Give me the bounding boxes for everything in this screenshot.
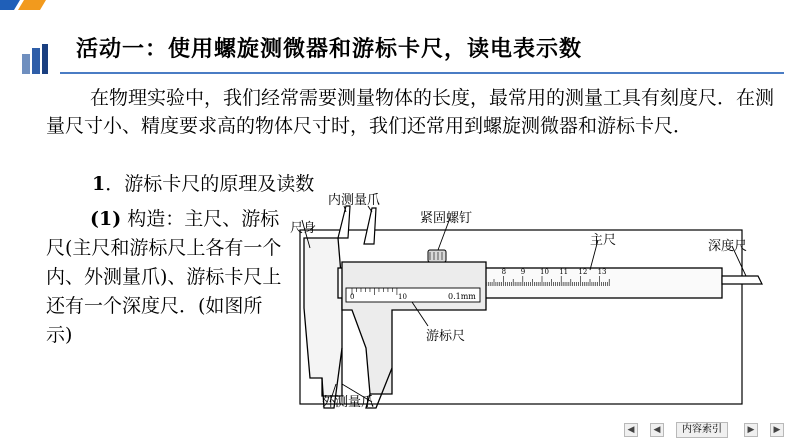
page-title: 活动一：使用螺旋测微器和游标卡尺，读电表示数 (76, 37, 583, 62)
nav-last-button[interactable]: ▶ (770, 423, 784, 437)
main-scale-number: 9 (520, 268, 526, 276)
intro-paragraph: 在物理实验中，我们经常需要测量物体的长度，最常用的测量工具有刻度尺．在测量尺寸小、精度要求高的物体尺寸时，我们还常用到螺旋测微器和游标卡尺． (46, 87, 775, 137)
structure-paragraph (46, 205, 282, 350)
ruler-body (304, 238, 342, 396)
label-ruler-body: 尺身 (290, 221, 317, 236)
label-lock-screw: 紧固螺钉 (420, 211, 473, 226)
vernier-caliper-diagram (280, 188, 784, 412)
label-main-scale: 主尺 (590, 233, 617, 248)
slide-navigation (620, 420, 790, 440)
vernier-tick-0: 0 (350, 293, 355, 301)
title-underline (60, 72, 784, 74)
label-depth-gauge: 深度尺 (708, 239, 748, 254)
title-bar (14, 30, 784, 74)
title-marker-icon (22, 44, 62, 74)
nav-prev-button[interactable]: ◀ (650, 423, 664, 437)
inner-jaw-sliding (364, 208, 376, 244)
vernier-slider (342, 262, 486, 394)
structure-text: 构造：主尺、游标尺(主尺和游标尺上各有一个内、外测量爪)、游标卡尺上还有一个深度尺．(如图所示) (46, 208, 282, 346)
lock-screw-head (428, 250, 446, 262)
depth-gauge-rod (722, 276, 762, 284)
label-vernier-scale: 游标尺 (426, 329, 466, 344)
nav-next-button[interactable]: ▶ (744, 423, 758, 437)
vernier-tick-10: 10 (398, 293, 407, 301)
label-outer-jaw: 外测量爪 (322, 395, 375, 410)
content-index-button[interactable]: 内容索引 (676, 422, 728, 438)
label-precision: 0.1mm (448, 292, 476, 301)
main-scale-number: 13 (597, 268, 607, 276)
structure-label: (1) (90, 208, 122, 230)
nav-first-button[interactable]: ◀ (624, 423, 638, 437)
main-scale-number: 8 (501, 268, 507, 276)
label-inner-jaw: 内测量爪 (328, 193, 381, 208)
main-scale-number: 12 (578, 268, 588, 276)
main-scale-number: 10 (540, 268, 549, 276)
inner-jaw-fixed (338, 206, 350, 238)
section-number: 1 (92, 173, 106, 195)
main-scale-number: 11 (559, 268, 569, 276)
corner-ornament (0, 0, 48, 14)
section-heading-text: ．游标卡尺的原理及读数 (105, 173, 315, 195)
